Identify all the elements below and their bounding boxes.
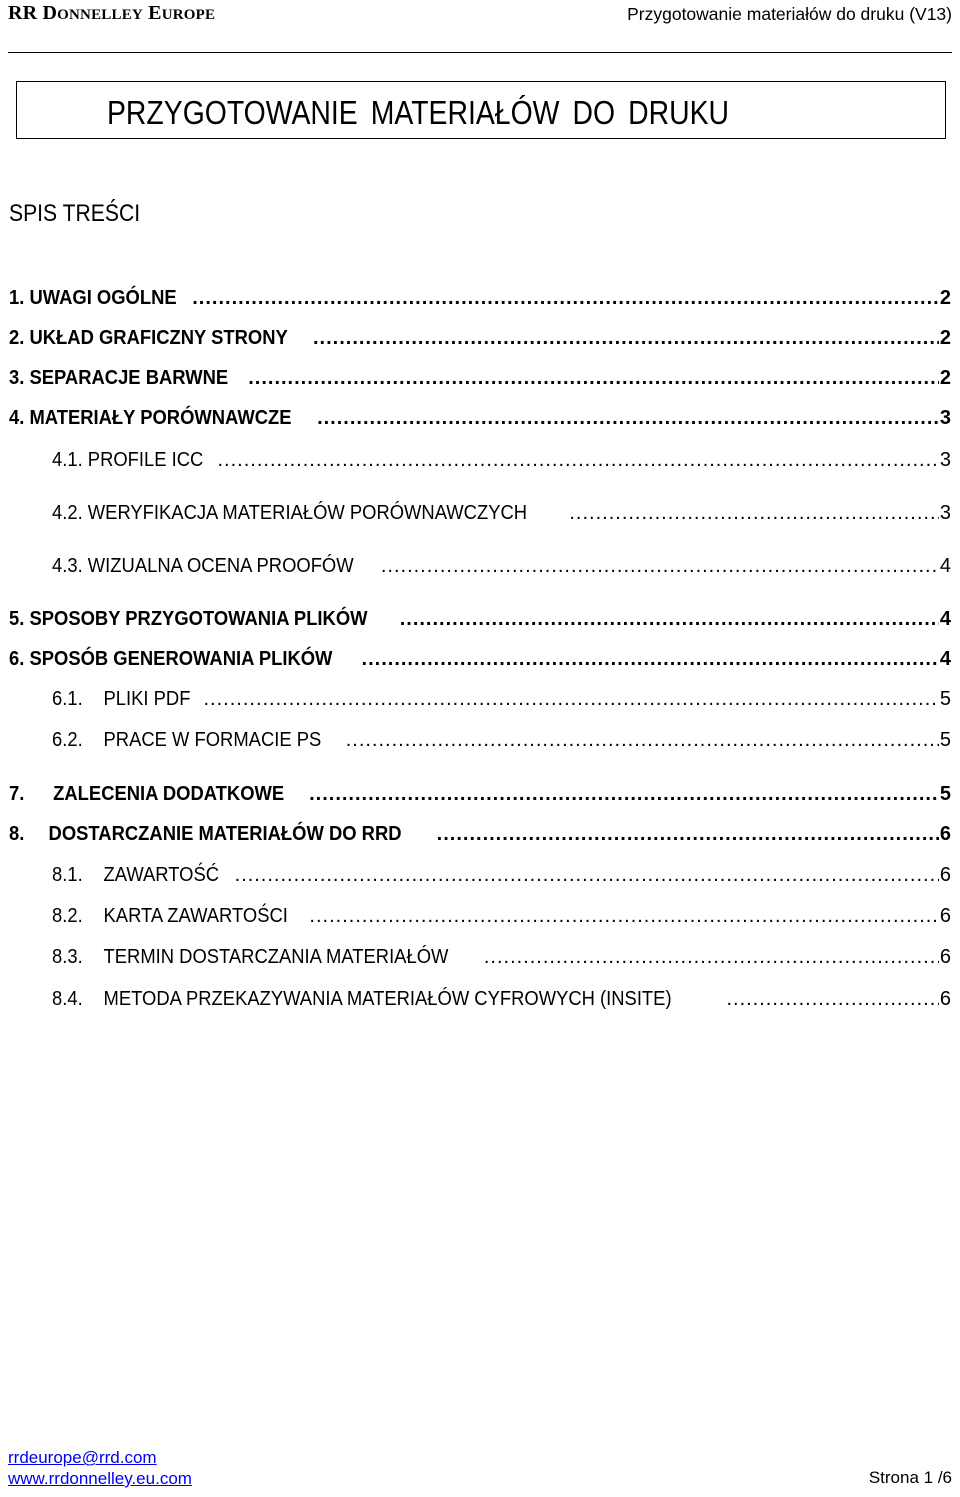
- toc-leader: [313, 327, 939, 350]
- toc-page-number: 5: [939, 783, 951, 805]
- toc-page-number: 6: [939, 823, 951, 845]
- toc-leader: [203, 688, 938, 711]
- toc-page-number: 3: [939, 449, 951, 471]
- toc-entry[interactable]: 1. UWAGI OGÓLNE ..... 2: [9, 287, 951, 315]
- toc-entry[interactable]: 6.2. PRACE W FORMACIE PS ..... 5: [52, 729, 951, 757]
- toc-leader: [317, 407, 939, 430]
- toc-page-number: 6: [939, 864, 951, 886]
- toc-entry[interactable]: 8.4. METODA PRZEKAZYWANIA MATERIAŁÓW CYFROWYCH (INSITE) ..... 6: [52, 988, 951, 1016]
- toc-page-number: 4: [939, 648, 951, 670]
- toc-page-number: 6: [939, 905, 951, 927]
- toc-page-number: 5: [939, 688, 951, 710]
- toc-entry[interactable]: 8.1. ZAWARTOŚĆ ..... 6: [52, 864, 951, 892]
- toc-entry[interactable]: 4. MATERIAŁY PORÓWNAWCZE ..... 3: [9, 407, 951, 435]
- toc-entry[interactable]: 2. UKŁAD GRAFICZNY STRONY ..... 2: [9, 327, 951, 355]
- toc-page-number: 3: [939, 502, 951, 524]
- toc-leader: [346, 729, 939, 752]
- toc-entry[interactable]: 3. SEPARACJE BARWNE ..... 2: [9, 367, 951, 395]
- toc-leader: [726, 988, 938, 1011]
- toc-leader: [400, 608, 939, 631]
- page-footer: [8, 1447, 952, 1489]
- toc-entry[interactable]: 8. DOSTARCZANIE MATERIAŁÓW DO RRD ..... 6: [9, 823, 951, 851]
- toc-page-number: 2: [939, 327, 951, 349]
- toc-entry[interactable]: 6. SPOSÓB GENEROWANIA PLIKÓW ..... 4: [9, 648, 951, 676]
- page-header: [8, 0, 952, 40]
- toc-leader: [309, 783, 939, 806]
- toc-page-number: 6: [939, 946, 951, 968]
- page-number: Strona 1 /6: [868, 1468, 952, 1487]
- toc-leader: [381, 555, 939, 578]
- toc-leader: [235, 864, 939, 887]
- toc-entry[interactable]: 7. ZALECENIA DODATKOWE ..... 5: [9, 783, 951, 811]
- toc-leader: [218, 449, 939, 472]
- toc-page-number: 2: [939, 287, 951, 309]
- website-link[interactable]: www.rrdonnelley.eu.com: [8, 1469, 192, 1488]
- toc-leader: [437, 823, 939, 846]
- toc-entry[interactable]: 6.1. PLIKI PDF ..... 5: [52, 688, 951, 716]
- toc-page-number: 2: [939, 367, 951, 389]
- toc-entry[interactable]: 4.3. WIZUALNA OCENA PROOFÓW ..... 4: [52, 555, 951, 583]
- toc-page-number: 4: [939, 608, 951, 630]
- toc-entry[interactable]: 5. SPOSOBY PRZYGOTOWANIA PLIKÓW ..... 4: [9, 608, 951, 636]
- title-box: [16, 81, 946, 139]
- email-link[interactable]: rrdeurope@rrd.com: [8, 1448, 157, 1467]
- toc-heading: SPIS TREŚCI: [9, 200, 141, 227]
- toc-leader: [248, 367, 939, 390]
- document-title: Przygotowanie materiałów do druku (V13): [627, 4, 952, 24]
- toc-entry[interactable]: 4.2. WERYFIKACJA MATERIAŁÓW PORÓWNAWCZYCH ..... 3: [52, 502, 951, 530]
- toc-entry[interactable]: 8.3. TERMIN DOSTARCZANIA MATERIAŁÓW ..... 6: [52, 946, 951, 974]
- toc-leader: [192, 287, 939, 310]
- toc-leader: [569, 502, 939, 525]
- company-brand: RR DONNELLEY EUROPE: [8, 2, 216, 24]
- toc-entry[interactable]: 4.1. PROFILE ICC ..... 3: [52, 449, 951, 477]
- toc-page-number: 5: [939, 729, 951, 751]
- toc-entry[interactable]: 8.2. KARTA ZAWARTOŚCI ..... 6: [52, 905, 951, 933]
- toc-leader: [484, 946, 939, 969]
- toc-page-number: 3: [939, 407, 951, 429]
- toc-page-number: 6: [939, 988, 951, 1010]
- toc-leader: [362, 648, 939, 671]
- toc-leader: [309, 905, 938, 928]
- toc-page-number: 4: [939, 555, 951, 577]
- header-divider: [8, 52, 952, 53]
- page-title: PRZYGOTOWANIE MATERIAŁÓW DO DRUKU: [107, 94, 730, 131]
